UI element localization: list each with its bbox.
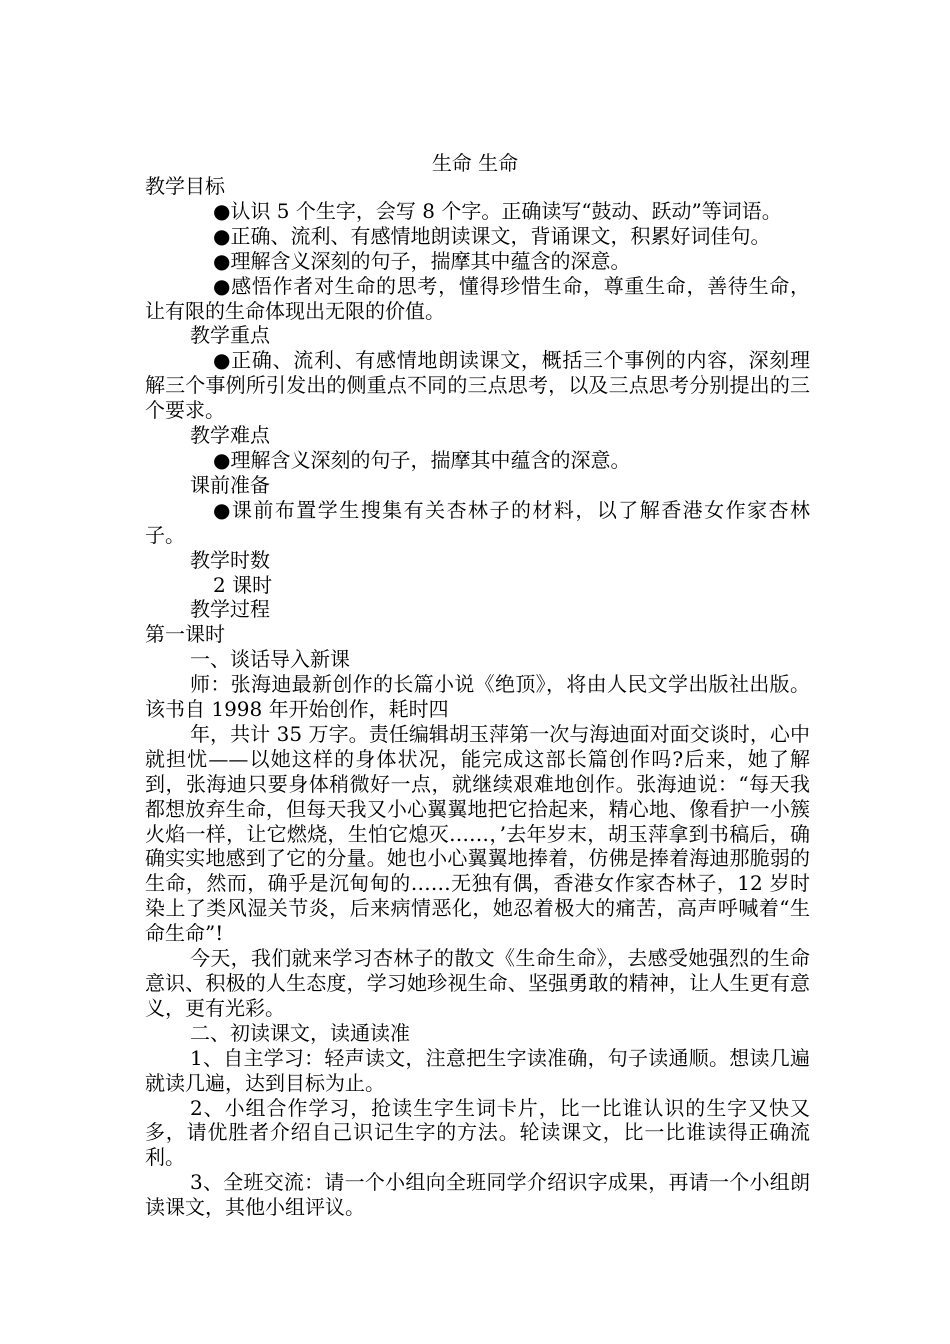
heading-key-points: 教学重点 [190,323,270,348]
body-paragraph: 2、小组合作学习，抢读生字生词卡片，比一比谁认识的生字又快又多，请优胜者介绍自己识记生字的方法。轮读课文，比一比谁读得正确流利。 [145,1095,810,1170]
goal-item: ●理解含义深刻的句子，揣摩其中蕴含的深意。 [213,248,631,273]
goal-item: ●感悟作者对生命的思考，懂得珍惜生命，尊重生命，善待生命，让有限的生命体现出无限的价值。 [145,273,810,323]
heading-teaching-goals: 教学目标 [145,174,225,198]
key-point-item: ●正确、流利、有感情地朗读课文，概括三个事例的内容，深刻理解三个事例所引发出的侧重点不同的三点思考，以及三点思考分别提出的三个要求。 [145,348,810,423]
goal-item: ●认识 5 个生字，会写 8 个字。正确读写“鼓动、跃动”等词语。 [213,198,782,223]
class-hours-value: 2 课时 [213,572,273,597]
first-lesson-heading: 第一课时 [145,622,225,647]
body-paragraph: 3、全班交流：请一个小组向全班同学介绍识字成果，再请一个小组朗读课文，其他小组评议。 [145,1170,810,1220]
body-paragraph: 1、自主学习：轻声读文，注意把生字读准确，句子读通顺。想读几遍就读几遍，达到目标为止。 [145,1045,810,1095]
goal-item: ●正确、流利、有感情地朗读课文，背诵课文，积累好词佳句。 [213,223,771,248]
heading-preparation: 课前准备 [190,472,270,497]
document-title: 生命 生命 [431,151,519,175]
document-body [145,174,810,1220]
section-heading: 一、谈话导入新课 [190,647,350,672]
body-paragraph: 师：张海迪最新创作的长篇小说《绝顶》，将由人民文学出版社出版。该书自 1998 年开始创作，耗时四 [145,672,810,722]
heading-class-hours: 教学时数 [190,547,270,572]
difficulty-item: ●理解含义深刻的句子，揣摩其中蕴含的深意。 [213,447,631,472]
section-heading: 二、初读课文，读通读准 [190,1020,410,1045]
body-paragraph: 年，共计 35 万字。责任编辑胡玉萍第一次与海迪面对面交谈时，心中就担忧——以她这样的身体状况，能完成这部长篇创作吗?后来，她了解到，张海迪只要身体稍微好一点，就继续艰难地创作。张海迪说：“每天我都想放弃生命，但每天我又小心翼翼地把它拾起来，精心地、像看护一小簇火焰一样，让它燃烧，生怕它熄灭……，’去年岁末，胡玉萍拿到书稿后，确确实实地感到了它的分量。她也小心翼翼地捧着，仿佛是捧着海迪那脆弱的生命，然而，确乎是沉甸甸的……无独有偶，香港女作家杏林子，12 岁时染上了类风湿关节炎，后来病情恶化，她忍着极大的痛苦，高声呼喊着“生命生命”! [145,721,810,946]
heading-difficulties: 教学难点 [190,423,270,448]
heading-teaching-process: 教学过程 [190,597,270,622]
preparation-item: ●课前布置学生搜集有关杏林子的材料，以了解香港女作家杏林子。 [145,497,810,547]
body-paragraph: 今天，我们就来学习杏林子的散文《生命生命》，去感受她强烈的生命意识、积极的人生态度，学习她珍视生命、坚强勇敢的精神，让人生更有意义，更有光彩。 [145,946,810,1020]
